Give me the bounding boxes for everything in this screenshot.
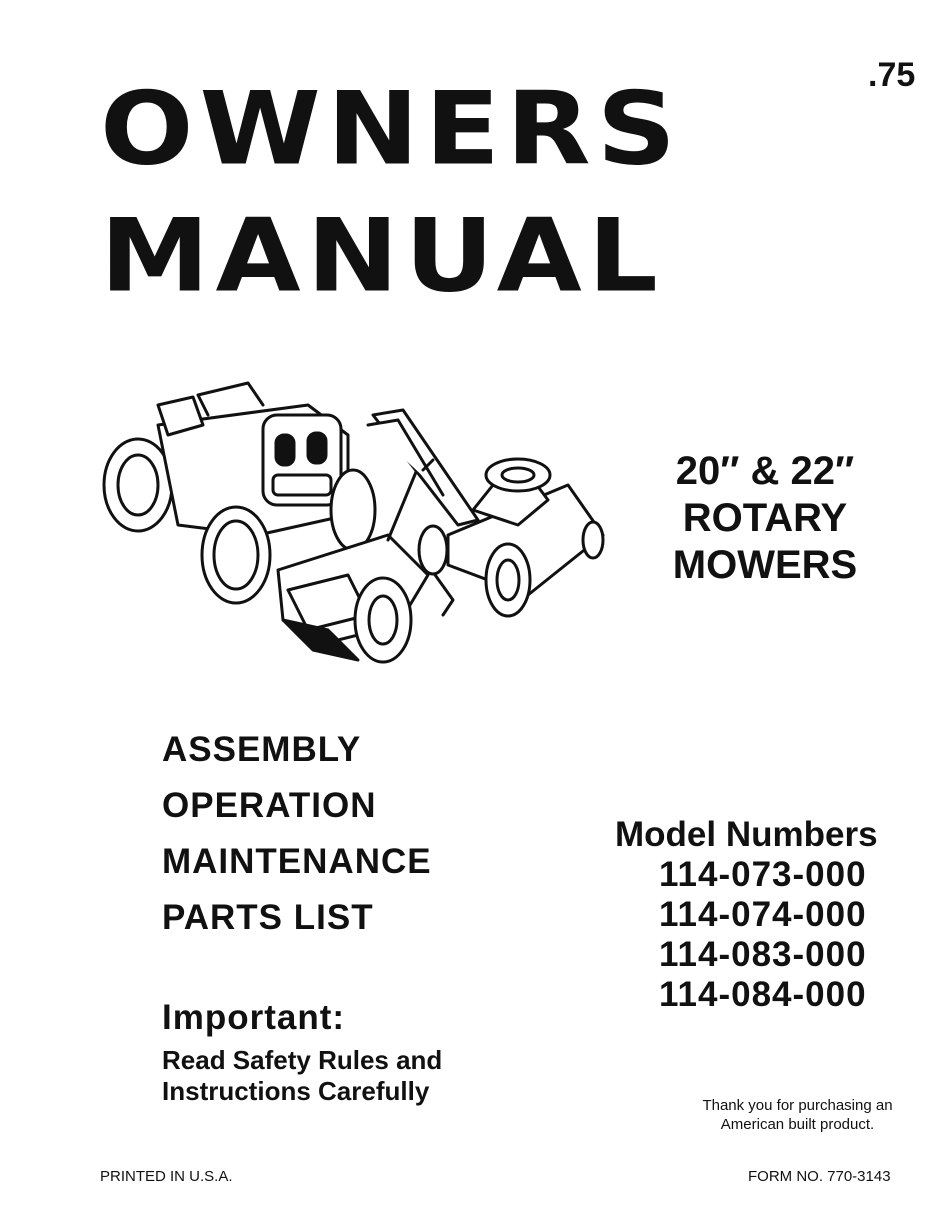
thank-you-line-1: Thank you for purchasing an xyxy=(702,1097,893,1114)
model-number: 114-084-000 xyxy=(659,975,867,1014)
thank-you-line-2: American built product. xyxy=(720,1116,875,1133)
section-assembly: ASSEMBLY xyxy=(162,730,362,769)
product-type-line-1: ROTARY xyxy=(682,496,848,540)
section-operation: OPERATION xyxy=(162,786,377,825)
model-numbers xyxy=(615,815,915,1015)
section-parts-list: PARTS LIST xyxy=(162,898,374,937)
section-maintenance: MAINTENANCE xyxy=(162,842,432,881)
title-line-1: OWNERS xyxy=(100,69,682,188)
safety-notice xyxy=(162,1045,442,1107)
product-description xyxy=(630,448,900,589)
model-numbers-heading: Model Numbers xyxy=(615,815,878,854)
contents-list xyxy=(162,730,432,954)
price: .75 xyxy=(868,56,916,94)
safety-notice-line-2: Instructions Carefully xyxy=(162,1076,430,1106)
model-number: 114-074-000 xyxy=(659,895,867,934)
thank-you-note xyxy=(670,1096,925,1134)
model-number: 114-083-000 xyxy=(659,935,867,974)
product-type-line-2: MOWERS xyxy=(672,543,858,587)
safety-notice-line-1: Read Safety Rules and xyxy=(162,1045,443,1075)
title-line-2: MANUAL xyxy=(100,196,664,315)
lawn-equipment-illustration xyxy=(98,375,610,675)
product-sizes: 20″ & 22″ xyxy=(675,449,855,493)
form-number: FORM NO. 770-3143 xyxy=(748,1168,891,1185)
model-number: 114-073-000 xyxy=(659,855,867,894)
printed-in-notice: PRINTED IN U.S.A. xyxy=(100,1168,233,1185)
important-heading: Important: xyxy=(162,998,346,1037)
